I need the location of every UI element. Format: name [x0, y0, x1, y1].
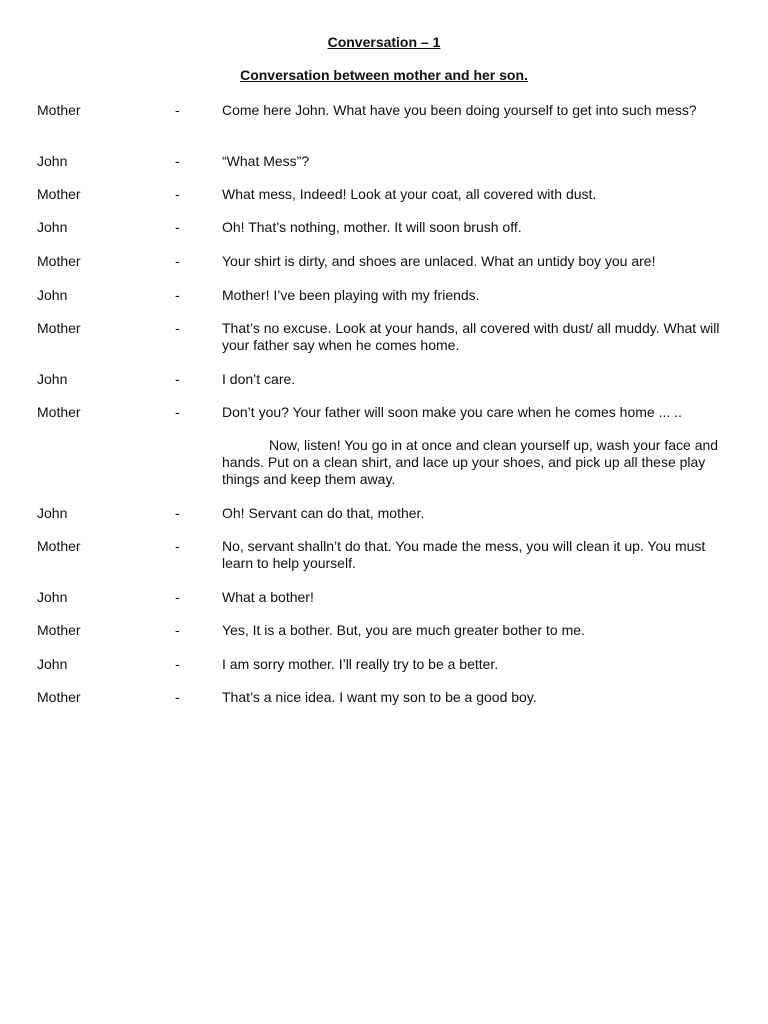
dialogue-text: Your shirt is dirty, and shoes are unlaced. What an untidy boy you are!: [222, 253, 656, 269]
dialogue-text: “What Mess”?: [222, 153, 310, 169]
dialogue-text: What a bother!: [222, 589, 314, 605]
speaker-name: John: [37, 505, 68, 521]
dash-separator: -: [175, 689, 180, 705]
speaker-name: Mother: [37, 186, 81, 202]
speaker-name: John: [37, 219, 68, 235]
speaker-name: Mother: [37, 253, 81, 269]
speaker-name: John: [37, 153, 68, 169]
dialogue-text: Now, listen! You go in at once and clean yourself up, wash your face and hands. Put on a clean shirt, and lace up your shoes, and pick up all these play things and keep them away.: [222, 437, 719, 487]
dialogue-text: That’s no excuse. Look at your hands, all covered with dust/ all muddy. What will your father say when he comes home.: [222, 320, 720, 353]
dialogue-text: What mess, Indeed! Look at your coat, all covered with dust.: [222, 186, 597, 202]
dash-separator: -: [175, 320, 180, 336]
dialogue-text: Oh! Servant can do that, mother.: [222, 505, 425, 521]
dialogue-text: Don’t you? Your father will soon make you care when he comes home ... ..: [222, 404, 682, 420]
speaker-name: John: [37, 371, 68, 387]
dialogue-text: Mother! I’ve been playing with my friends.: [222, 287, 480, 303]
speaker-name: Mother: [37, 538, 81, 554]
dash-separator: -: [175, 656, 180, 672]
speaker-name: Mother: [37, 622, 81, 638]
page-subtitle: Conversation between mother and her son.: [240, 67, 528, 83]
speaker-name: Mother: [37, 320, 81, 336]
dash-separator: -: [175, 371, 180, 387]
dialogue-text: Oh! That’s nothing, mother. It will soon brush off.: [222, 219, 522, 235]
dialogue-text: Yes, It is a bother. But, you are much greater bother to me.: [222, 622, 585, 638]
dialogue-text: I don’t care.: [222, 371, 296, 387]
dash-separator: -: [175, 287, 180, 303]
dash-separator: -: [175, 186, 180, 202]
dialogue-text: Come here John. What have you been doing yourself to get into such mess?: [222, 102, 697, 118]
dash-separator: -: [175, 538, 180, 554]
dialogue-text: I am sorry mother. I’ll really try to be a better.: [222, 656, 499, 672]
speaker-name: John: [37, 656, 68, 672]
dash-separator: -: [175, 404, 180, 420]
dash-separator: -: [175, 505, 180, 521]
dash-separator: -: [175, 219, 180, 235]
speaker-name: Mother: [37, 102, 81, 118]
page-title: Conversation – 1: [327, 34, 441, 50]
dialogue-text: No, servant shalln’t do that. You made the mess, you will clean it up. You must learn to help yourself.: [222, 538, 706, 571]
speaker-name: John: [37, 589, 68, 605]
speaker-name: Mother: [37, 404, 81, 420]
dash-separator: -: [175, 622, 180, 638]
dash-separator: -: [175, 102, 180, 118]
dash-separator: -: [175, 253, 180, 269]
dash-separator: -: [175, 589, 180, 605]
dash-separator: -: [175, 153, 180, 169]
dialogue-text: That’s a nice idea. I want my son to be a good boy.: [222, 689, 537, 705]
speaker-name: Mother: [37, 689, 81, 705]
speaker-name: John: [37, 287, 68, 303]
